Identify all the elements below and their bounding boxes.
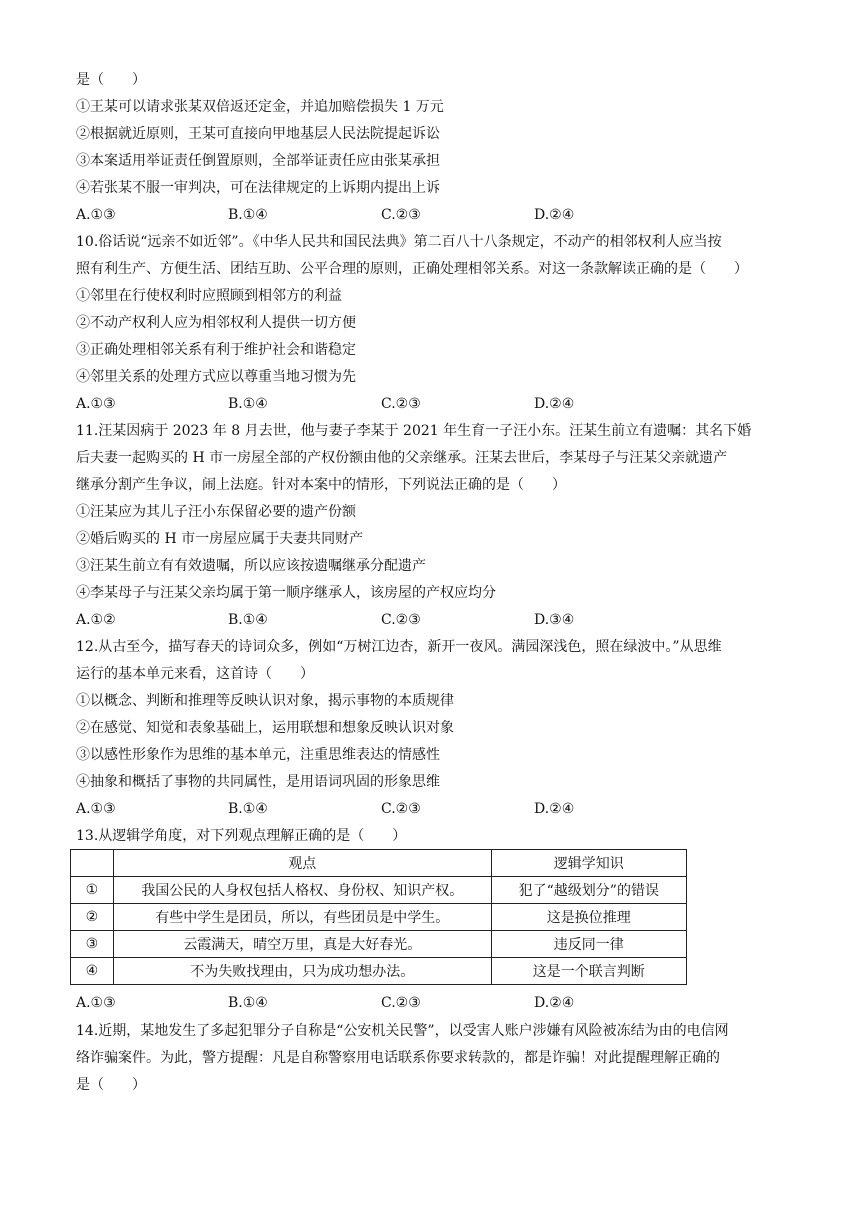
q10-option-d[interactable]: D.②④	[534, 396, 575, 412]
q13-options	[76, 993, 796, 1013]
table-cell-index: ③	[71, 931, 114, 958]
q10-item-4: ④邻里关系的处理方式应以尊重当地习惯为先	[76, 369, 356, 385]
q14-stem-line-1: 14.近期，某地发生了多起犯罪分子自称是“公安机关民警”，以受害人账户涉嫌有风险被冻结为由的电信网	[76, 1023, 729, 1039]
table-header-row	[71, 850, 687, 877]
q12-option-c[interactable]: C.②③	[381, 801, 421, 817]
q10-option-b[interactable]: B.①④	[228, 396, 268, 412]
table-row	[71, 931, 687, 958]
table-cell-index: ①	[71, 877, 114, 904]
table-cell-viewpoint: 不为失败找理由，只为成功想办法。	[113, 958, 491, 985]
q12-options	[76, 799, 796, 819]
q11-option-b[interactable]: B.①④	[228, 612, 268, 628]
q9-option-c[interactable]: C.②③	[381, 207, 421, 223]
q13-option-b[interactable]: B.①④	[228, 995, 268, 1011]
q9-stem-tail: 是（ ）	[76, 72, 146, 88]
q13-stem: 13.从逻辑学角度，对下列观点理解正确的是（ ）	[76, 828, 407, 844]
q11-option-d[interactable]: D.③④	[534, 612, 575, 628]
q12-item-3: ③以感性形象作为思维的基本单元，注重思维表达的情感性	[76, 747, 440, 763]
table-cell-logic: 违反同一律	[491, 931, 686, 958]
q10-item-3: ③正确处理相邻关系有利于维护社会和谐稳定	[76, 342, 356, 358]
q12-option-d[interactable]: D.②④	[534, 801, 575, 817]
q13-option-a[interactable]: A.①③	[76, 995, 116, 1011]
q12-item-2: ②在感觉、知觉和表象基础上，运用联想和想象反映认识对象	[76, 720, 454, 736]
q12-item-1: ①以概念、判断和推理等反映认识对象，揭示事物的本质规律	[76, 693, 454, 709]
table-row	[71, 958, 687, 985]
q10-option-c[interactable]: C.②③	[381, 396, 421, 412]
table-row	[71, 877, 687, 904]
table-cell-index: ④	[71, 958, 114, 985]
q10-item-2: ②不动产权利人应为相邻权利人提供一切方便	[76, 315, 356, 331]
table-cell-viewpoint: 云霞满天，晴空万里，真是大好春光。	[113, 931, 491, 958]
q11-item-2: ②婚后购买的 H 市一房屋应属于夫妻共同财产	[76, 531, 364, 547]
q10-stem-line-1: 10.俗话说“远亲不如近邻”。《中华人民共和国民法典》第二百八十八条规定，不动产的相邻权利人应当按	[76, 234, 722, 250]
q9-item-1: ①王某可以请求张某双倍返还定金，并追加赔偿损失 1 万元	[76, 99, 444, 115]
q11-item-3: ③汪某生前立有有效遗嘱，所以应该按遗嘱继承分配遗产	[76, 558, 426, 574]
table-cell-viewpoint: 我国公民的人身权包括人格权、身份权、知识产权。	[113, 877, 491, 904]
q13-option-c[interactable]: C.②③	[381, 995, 421, 1011]
q9-option-a[interactable]: A.①③	[76, 207, 116, 223]
q12-stem-line-1: 12.从古至今，描写春天的诗词众多，例如“万树江边杏，新开一夜风。满园深浅色，照在绿波中。”从思维	[76, 639, 722, 655]
table-header-viewpoint: 观点	[113, 850, 491, 877]
q10-stem-line-2: 照有利生产、方便生活、团结互助、公平合理的原则，正确处理相邻关系。对这一条款解读正确的是（ ）	[76, 261, 748, 277]
table-row	[71, 904, 687, 931]
q11-item-4: ④李某母子与汪某父亲均属于第一顺序继承人，该房屋的产权应均分	[76, 585, 496, 601]
q10-option-a[interactable]: A.①③	[76, 396, 116, 412]
q12-option-b[interactable]: B.①④	[228, 801, 268, 817]
q11-stem-line-1: 11.汪某因病于 2023 年 8 月去世，他与妻子李某于 2021 年生育一子汪小东。汪某生前立有遗嘱：其名下婚	[76, 423, 752, 439]
q11-option-c[interactable]: C.②③	[381, 612, 421, 628]
table-cell-index: ②	[71, 904, 114, 931]
table-cell-viewpoint: 有些中学生是团员，所以，有些团员是中学生。	[113, 904, 491, 931]
q11-item-1: ①汪某应为其儿子汪小东保留必要的遗产份额	[76, 504, 356, 520]
q12-option-a[interactable]: A.①③	[76, 801, 116, 817]
q13-option-d[interactable]: D.②④	[534, 995, 575, 1011]
table-header-index	[71, 850, 114, 877]
q9-options	[76, 205, 796, 225]
q12-item-4: ④抽象和概括了事物的共同属性，是用语词巩固的形象思维	[76, 774, 440, 790]
q9-item-2: ②根据就近原则，王某可直接向甲地基层人民法院提起诉讼	[76, 126, 440, 142]
q9-option-b[interactable]: B.①④	[228, 207, 268, 223]
table-cell-logic: 这是一个联言判断	[491, 958, 686, 985]
q10-item-1: ①邻里在行使权利时应照顾到相邻方的利益	[76, 288, 342, 304]
q9-item-3: ③本案适用举证责任倒置原则，全部举证责任应由张某承担	[76, 153, 440, 169]
q11-options	[76, 610, 796, 630]
q11-stem-line-3: 继承分割产生争议，闹上法庭。针对本案中的情形，下列说法正确的是（ ）	[76, 477, 566, 493]
logic-table	[70, 849, 687, 985]
q14-stem-line-2: 络诈骗案件。为此，警方提醒：凡是自称警察用电话联系你要求转款的，都是诈骗！对此提醒理解正确的	[76, 1050, 720, 1066]
table-header-logic: 逻辑学知识	[491, 850, 686, 877]
q11-stem-line-2: 后夫妻一起购买的 H 市一房屋全部的产权份额由他的父亲继承。汪某去世后，李某母子与汪某父亲就遗产	[76, 450, 728, 466]
q9-option-d[interactable]: D.②④	[534, 207, 575, 223]
table-cell-logic: 这是换位推理	[491, 904, 686, 931]
table-cell-logic: 犯了“越级划分”的错误	[491, 877, 686, 904]
q9-item-4: ④若张某不服一审判决，可在法律规定的上诉期内提出上诉	[76, 180, 440, 196]
q12-stem-line-2: 运行的基本单元来看，这首诗（ ）	[76, 666, 314, 682]
q14-stem-line-3: 是（ ）	[76, 1077, 146, 1093]
q11-option-a[interactable]: A.①②	[76, 612, 116, 628]
q10-options	[76, 394, 796, 414]
